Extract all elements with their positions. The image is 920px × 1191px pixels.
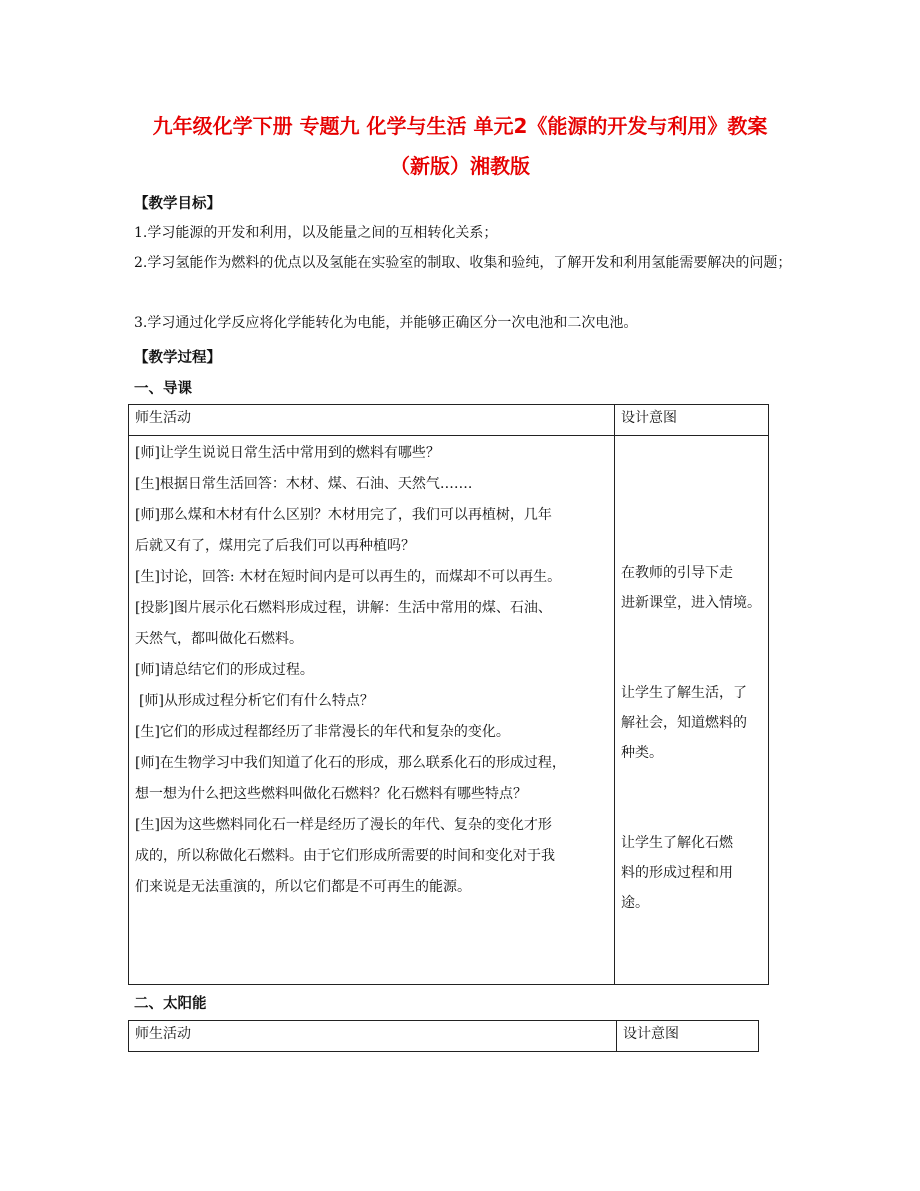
table-row [129,436,769,985]
activity-line: [生]讨论，回答: 木材在短时间内是可以再生的，而煤却不可以再生。 [135,569,562,585]
activity-line: [师]从形成过程分析它们有什么特点？ [139,693,374,709]
objective-3: 3.学习通过化学反应将化学能转化为电能，并能够正确区分一次电池和二次电池。 [134,315,638,331]
activity-line: 天然气，都叫做化石燃料。 [135,631,303,647]
activity-line: [生]根据日常生活回答：木材、煤、石油、天然气……. [135,476,473,492]
intent-cell [615,436,769,985]
table-header-row [129,405,769,436]
col-header-activity: 师生活动 [129,1021,617,1052]
activity-line: 成的，所以称做化石燃料。由于它们形成所需要的时间和变化对于我 [135,848,555,864]
intent-line: 让学生了解化石燃 [621,835,733,851]
activity-line: [师]让学生说说日常生活中常用到的燃料有哪些？ [135,445,440,461]
objectives-heading: 【教学目标】 [134,196,221,212]
intent-line: 在教师的引导下走 [621,565,733,581]
activity-line: [师]那么煤和木材有什么区别？木材用完了，我们可以再植树，几年 [135,507,552,523]
section1-table [128,404,769,985]
intent-line: 让学生了解生活，了 [621,685,747,701]
table-header-row [129,1021,759,1052]
document-title-line2: （新版）湘教版 [390,154,530,178]
section2-heading: 二、太阳能 [134,996,207,1012]
activity-line: [投影]图片展示化石燃料形成过程，讲解：生活中常用的煤、石油、 [135,600,552,616]
document-title-line1: 九年级化学下册 专题九 化学与生活 单元2《能源的开发与利用》教案 [152,114,768,138]
intent-line [621,528,762,558]
intent-line [621,618,762,648]
intent-line: 料的形成过程和用 [621,865,733,881]
intent-line: 解社会，知道燃料的 [621,715,747,731]
section1-heading: 一、导课 [134,381,192,397]
objective-2: 2.学习氢能作为燃料的优点以及氢能在实验室的制取、收集和验纯，了解开发和利用氢能需要解决的问题； [134,255,792,271]
intent-line [621,498,762,528]
intent-line [621,798,762,828]
intent-line [621,768,762,798]
intent-line [621,648,762,678]
intent-line [621,468,762,498]
activity-cell [129,436,615,985]
objective-1: 1.学习能源的开发和利用，以及能量之间的互相转化关系； [134,225,498,241]
section2-table [128,1020,759,1052]
intent-line: 种类。 [621,745,663,761]
intent-line [621,438,762,468]
activity-line: [师]请总结它们的形成过程。 [135,662,314,678]
col-header-activity: 师生活动 [129,405,615,436]
col-header-intent: 设计意图 [617,1021,759,1052]
process-heading: 【教学过程】 [134,350,221,366]
activity-line: [生]因为这些燃料同化石一样是经历了漫长的年代、复杂的变化才形 [135,817,552,833]
activity-line: [生]它们的形成过程都经历了非常漫长的年代和复杂的变化。 [135,724,510,740]
activity-line: 后就又有了，煤用完了后我们可以再种植吗？ [135,538,415,554]
activity-line: [师]在生物学习中我们知道了化石的形成，那么联系化石的形成过程， [135,755,566,771]
intent-line: 途。 [621,895,649,911]
activity-line: 们来说是无法重演的，所以它们都是不可再生的能源。 [135,879,471,895]
intent-line: 进新课堂，进入情境。 [621,595,761,611]
activity-line: 想一想为什么把这些燃料叫做化石燃料？化石燃料有哪些特点？ [135,786,527,802]
col-header-intent: 设计意图 [615,405,769,436]
